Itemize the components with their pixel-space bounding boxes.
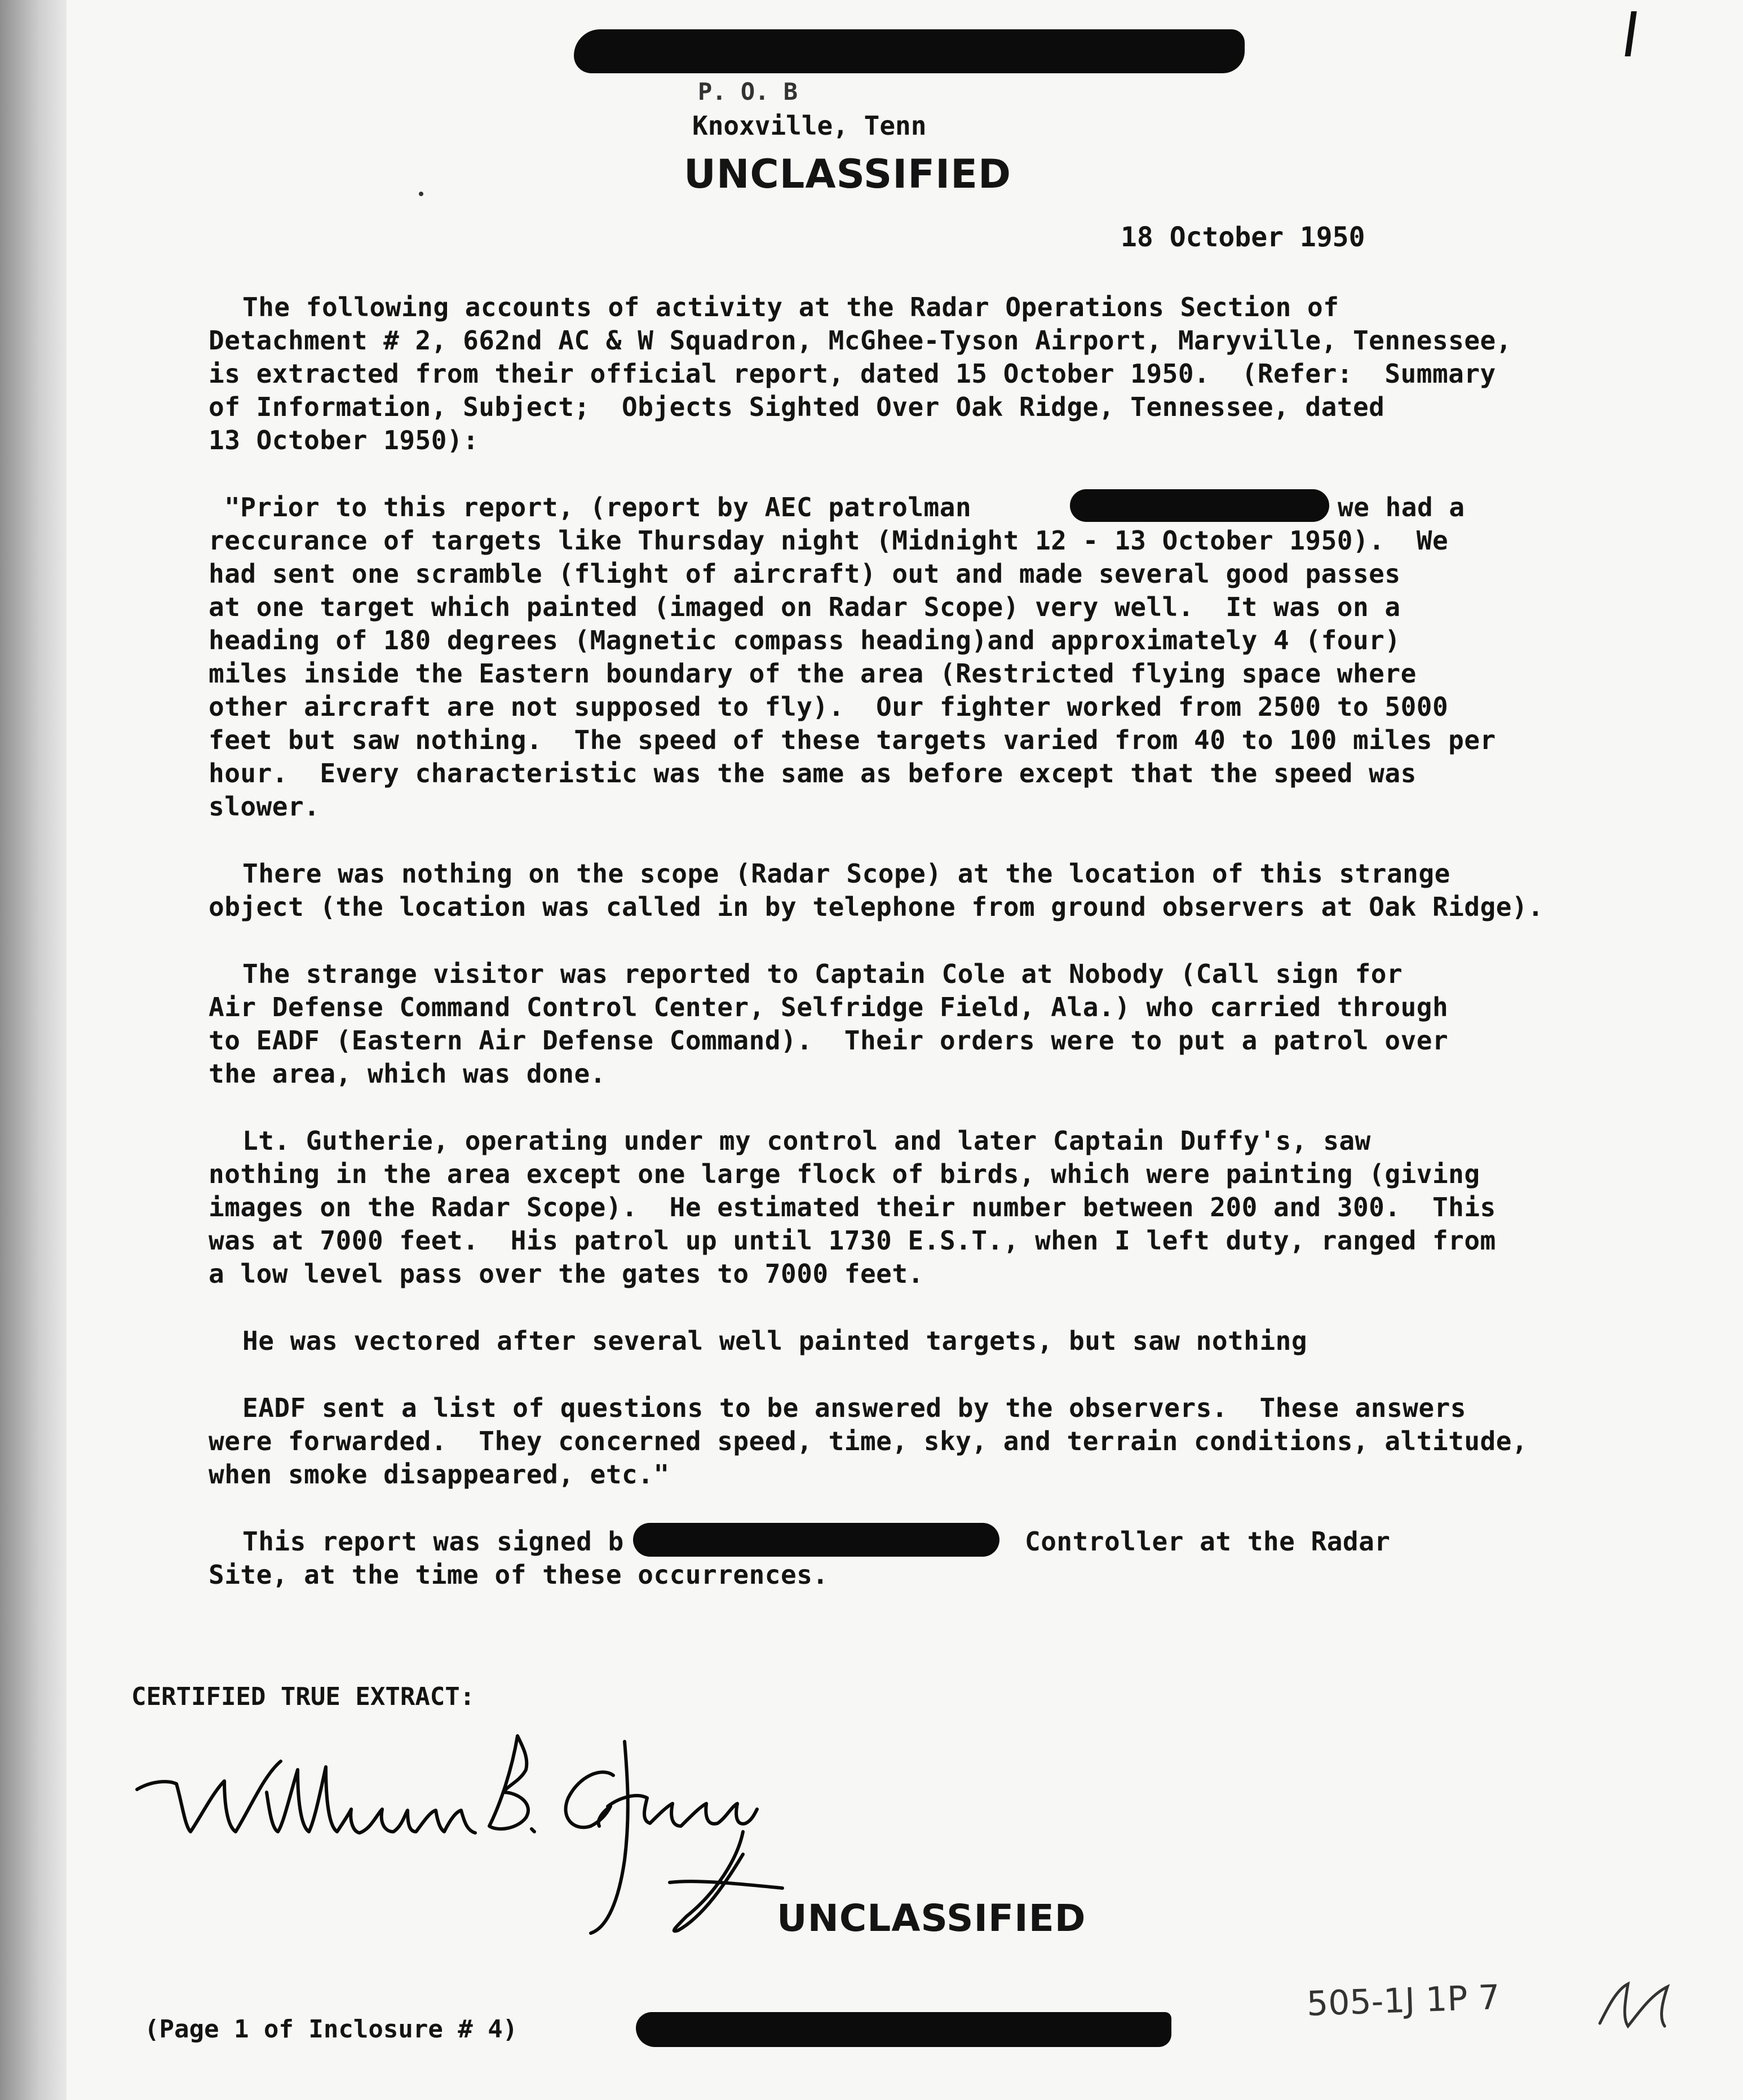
classification-bottom: UNCLASSIFIED: [777, 1897, 1086, 1940]
text-line: This report was signed b: [242, 1526, 624, 1557]
classification-top: UNCLASSIFIED: [684, 151, 1012, 197]
text-line: had sent one scramble (flight of aircraft) out and made several good passes: [209, 559, 1401, 589]
text-line: miles inside the Eastern boundary of the area (Restricted flying space where: [209, 658, 1417, 689]
partial-address: P. O. B: [698, 78, 798, 105]
text-line: EADF sent a list of questions to be answered by the observers. These answers: [242, 1393, 1466, 1423]
file-number: 505-1J 1P 7: [1306, 1978, 1501, 2024]
document-page: [67, 0, 1743, 2100]
text-line: feet but saw nothing. The speed of these targets varied from 40 to 100 miles per: [209, 725, 1496, 755]
text-line: reccurance of targets like Thursday night (Midnight 12 - 13 October 1950). We: [209, 525, 1449, 556]
redaction-signer-name: [633, 1523, 999, 1557]
text-line: a low level pass over the gates to 7000 feet.: [209, 1259, 924, 1289]
page-note: (Page 1 of Inclosure # 4): [144, 2015, 518, 2044]
redaction-patrolman: [1070, 489, 1329, 522]
city-line: Knoxville, Tenn: [692, 110, 927, 141]
text-line: There was nothing on the scope (Radar Scope) at the location of this strange: [242, 858, 1450, 889]
text-line: images on the Radar Scope). He estimated their number between 200 and 300. This: [209, 1192, 1496, 1222]
text-line: 13 October 1950):: [209, 425, 479, 455]
text-line: slower.: [209, 791, 320, 822]
handwritten-signature: [129, 1713, 833, 1939]
text-line: of Information, Subject; Objects Sighted Over Oak Ridge, Tennessee, dated: [209, 392, 1385, 422]
text-line: we had a: [1338, 492, 1465, 522]
file-number-scrawl: [1589, 1973, 1679, 2035]
text-line: the area, which was done.: [209, 1058, 606, 1089]
redaction-letterhead: [574, 29, 1245, 73]
vectored-line: He was vectored after several well painted targets, but saw nothing: [242, 1326, 1308, 1356]
text-line: "Prior to this report, (report by AEC patrolman: [224, 492, 972, 522]
text-line: is extracted from their official report, dated 15 October 1950. (Refer: Summary: [209, 358, 1496, 389]
text-line: Lt. Gutherie, operating under my control and later Captain Duffy's, saw: [242, 1126, 1371, 1156]
text-line: nothing in the area except one large flock of birds, which were painting (giving: [209, 1159, 1480, 1189]
text-line: object (the location was called in by telephone from ground observers at Oak Ridge).: [209, 892, 1544, 922]
text-line: at one target which painted (imaged on Radar Scope) very well. It was on a: [209, 592, 1401, 622]
text-line: hour. Every characteristic was the same as before except that the speed was: [209, 758, 1417, 788]
scan-speck: [419, 192, 423, 196]
redaction-footer: [636, 2012, 1171, 2047]
text-line: Detachment # 2, 662nd AC & W Squadron, McGhee-Tyson Airport, Maryville, Tennessee,: [209, 325, 1512, 356]
text-line: to EADF (Eastern Air Defense Command). Their orders were to put a patrol over: [209, 1025, 1449, 1056]
certified-label: CERTIFIED TRUE EXTRACT:: [131, 1682, 475, 1711]
text-line: was at 7000 feet. His patrol up until 1730 E.S.T., when I left duty, ranged from: [209, 1225, 1496, 1256]
text-line: were forwarded. They concerned speed, time, sky, and terrain conditions, altitude,: [209, 1426, 1528, 1456]
text-line: heading of 180 degrees (Magnetic compass heading)and approximately 4 (four): [209, 625, 1401, 655]
text-line: Controller at the Radar: [1025, 1526, 1391, 1557]
date-line: 18 October 1950: [1121, 221, 1365, 253]
text-line: Air Defense Command Control Center, Selfridge Field, Ala.) who carried through: [209, 992, 1449, 1022]
text-line: when smoke disappeared, etc.": [209, 1459, 670, 1490]
text-line: other aircraft are not supposed to fly). Our fighter worked from 2500 to 5000: [209, 692, 1449, 722]
corner-mark: [1625, 11, 1636, 56]
scan-left-edge: [0, 0, 67, 2100]
text-line: Site, at the time of these occurrences.: [209, 1560, 829, 1590]
text-line: The following accounts of activity at the Radar Operations Section of: [242, 292, 1339, 322]
text-line: The strange visitor was reported to Captain Cole at Nobody (Call sign for: [242, 959, 1403, 989]
